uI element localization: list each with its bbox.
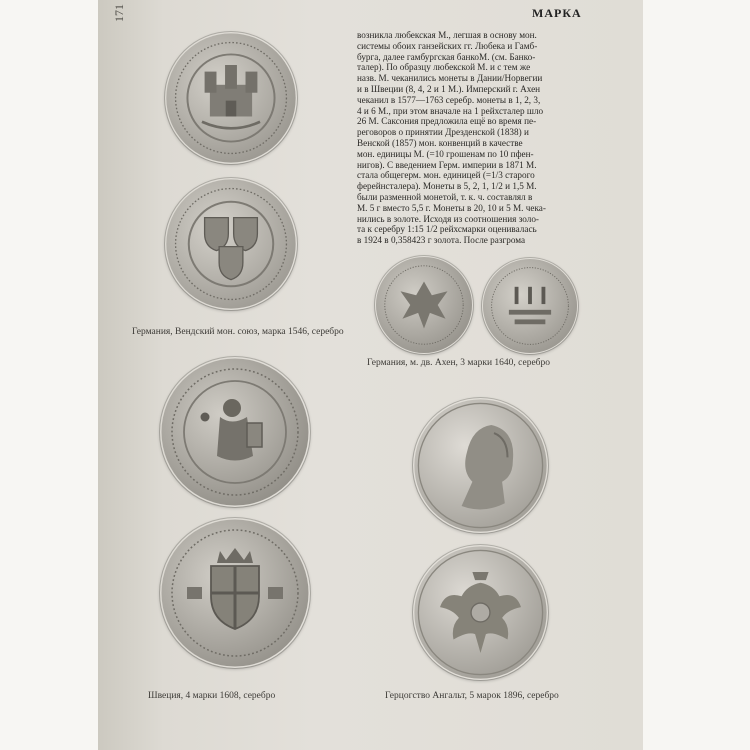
- article-line: системы обоих ганзейских гг. Любека и Гамб-: [357, 40, 538, 51]
- imperial-eagle-coin-icon: [413, 545, 548, 680]
- crowned-shield-coin-icon: [160, 518, 310, 668]
- article-line: реговоров о принятии Дрезденской (1838) и: [357, 127, 529, 138]
- article-line: возникла любекская М., легшая в основу мон.: [357, 30, 537, 40]
- running-head: МАРКА: [532, 6, 582, 20]
- article-line: бурга, далее гамбургская банкоМ. (см. Банко-: [357, 51, 536, 62]
- king-portrait-coin-icon: [160, 357, 310, 507]
- article-line: стала общегерм. мон. единицей (=1/3 старого: [357, 170, 535, 181]
- article-line: Венской (1857) мон. конвенций в качестве: [357, 137, 523, 148]
- castle-coin-icon: [165, 32, 297, 164]
- III-march-coin-icon: [482, 258, 578, 354]
- article-line: 4 и 6 М., при этом вначале на 1 рейхсталер шло: [357, 105, 544, 116]
- article-line: были разменной монетой, т. к. ч. составлял в: [357, 191, 533, 202]
- caption-wendish: Германия, Вендский мон. союз, марка 1546, серебро: [132, 327, 344, 337]
- page-number: 171: [112, 4, 126, 22]
- article-line: в 1924 в 0,358423 г золота. После разгрома: [357, 235, 526, 246]
- article-line: и в Швеции (8, 4, 2 и 1 М.). Имперский г. Ахен: [357, 83, 541, 94]
- article-line: та к серебру 1:15 1/2 рейхсмарки оценивалась: [357, 224, 537, 235]
- article-line: М. 5 г вместо 5,5 г. Монеты в 20, 10 и 5 М. чека-: [357, 202, 546, 213]
- eagle-coin-icon: [375, 256, 473, 354]
- article-line: нигов). С введением Герм. империи в 1871 М.: [357, 159, 537, 170]
- caption-aachen: Германия, м. дв. Ахен, 3 марки 1640, серебро: [367, 358, 551, 368]
- article-line: назв. М. чеканились монеты в Дании/Норвегии: [357, 73, 543, 84]
- duke-portrait-coin-icon: [413, 398, 548, 533]
- article-line: нились в золоте. Исходя из соотношения золо-: [357, 213, 539, 224]
- article-line: ферейнсталера). Монеты в 5, 2, 1, 1/2 и 1,5 М.: [357, 181, 537, 192]
- article-line: чеканил в 1577—1763 серебр. монеты в 1, 2, 3,: [357, 94, 541, 105]
- caption-anhalt: Герцогство Ангальт, 5 марок 1896, серебро: [385, 691, 559, 701]
- article-line: 26 М. Саксония предложила ещё во время пе-: [357, 116, 537, 127]
- three-shields-coin-icon: [165, 178, 297, 310]
- article-text: [357, 30, 595, 246]
- article-line: талер). По образцу любекской М. и с тем же: [357, 62, 531, 73]
- article-line: мон. единицы М. (=10 грошенам по 10 пфен-: [357, 148, 534, 159]
- caption-sweden: Швеция, 4 марки 1608, серебро: [148, 691, 276, 701]
